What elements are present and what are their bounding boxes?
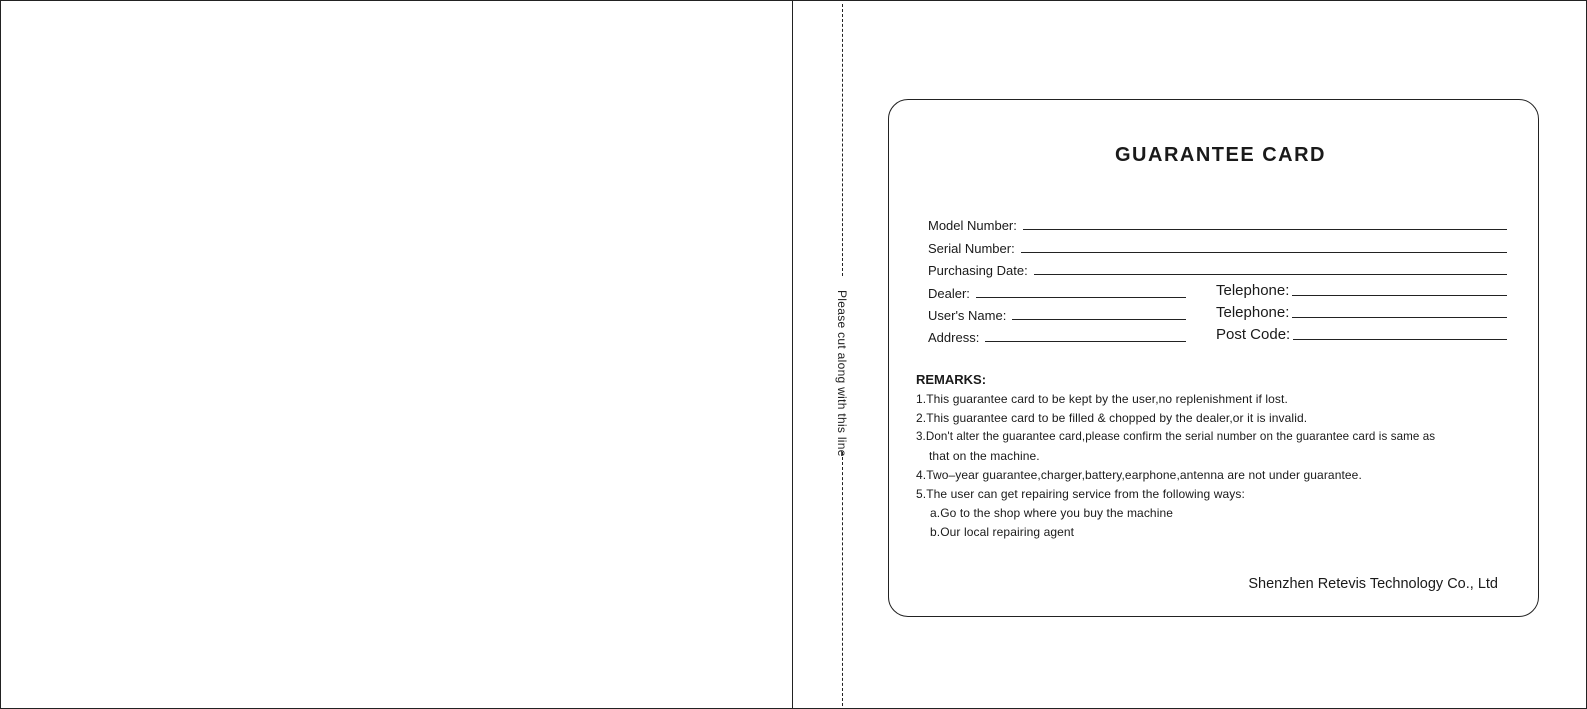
dealer-label: Dealer: (928, 286, 970, 301)
address-field (928, 327, 1186, 345)
users-name-label: User's Name: (928, 308, 1007, 323)
purchasing-date-label: Purchasing Date: (928, 263, 1028, 278)
purchasing-date-line (1034, 274, 1507, 275)
remark-item: 1.This guarantee card to be kept by the user,no replenishment if lost. (916, 392, 1288, 406)
serial-number-field (928, 238, 1507, 256)
purchasing-date-field (928, 260, 1507, 278)
post-code-line (1293, 339, 1507, 340)
dealer-telephone-label: Telephone: (1216, 282, 1290, 299)
address-label: Address: (928, 330, 980, 345)
remark-subitem: a.Go to the shop where you buy the machine (930, 506, 1174, 520)
dealer-telephone-field (1216, 281, 1507, 299)
post-code-label: Post Code: (1216, 326, 1291, 343)
model-number-label: Model Number: (928, 218, 1017, 233)
guarantee-card (888, 99, 1539, 617)
company-name: Shenzhen Retevis Technology Co., Ltd (1248, 576, 1498, 592)
fold-line (792, 0, 793, 709)
cut-instruction: Please cut along with this line (835, 290, 849, 457)
remark-item: 3.Don't alter the guarantee card,please confirm the serial number on the guarantee card is same as (916, 430, 1436, 443)
remark-subitem: b.Our local repairing agent (930, 525, 1075, 539)
serial-number-label: Serial Number: (928, 241, 1015, 256)
users-name-line (1012, 319, 1186, 320)
post-code-field (1216, 325, 1507, 343)
dealer-line (976, 297, 1186, 298)
remark-item-continuation: that on the machine. (929, 449, 1040, 463)
user-telephone-field (1216, 303, 1507, 321)
address-line (985, 341, 1186, 342)
cut-line-bottom (842, 452, 843, 706)
model-number-field (928, 215, 1507, 233)
dealer-field (928, 283, 1186, 301)
serial-number-line (1021, 252, 1507, 253)
remark-item: 2.This guarantee card to be filled & chopped by the dealer,or it is invalid. (916, 411, 1308, 425)
remarks-title: REMARKS: (916, 372, 987, 387)
dealer-telephone-line (1292, 295, 1507, 296)
cut-line-top (842, 4, 843, 276)
user-telephone-label: Telephone: (1216, 304, 1290, 321)
card-title: GUARANTEE CARD (1115, 144, 1326, 166)
model-number-line (1023, 229, 1507, 230)
remark-item: 4.Two–year guarantee,charger,battery,earphone,antenna are not under guarantee. (916, 468, 1362, 482)
remark-item: 5.The user can get repairing service from the following ways: (916, 487, 1245, 501)
user-telephone-line (1292, 317, 1507, 318)
users-name-field (928, 305, 1186, 323)
